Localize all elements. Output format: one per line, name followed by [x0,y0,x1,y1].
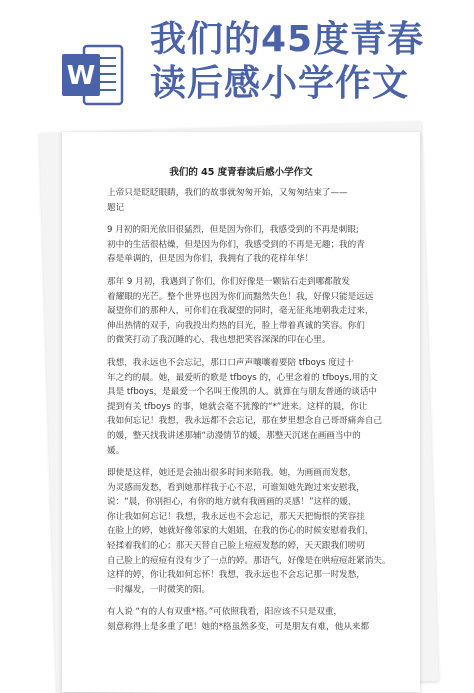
word-icon [62,44,124,106]
paragraph-gap [107,267,399,275]
body-line: 着耀眼的光芒。整个世界也因为你们而黯然失色！我，好像只能是远远 [107,291,374,302]
banner [0,0,474,130]
body-line: 说：“晨，你别担心，有你的地方就有我画画的灵感！”这样的媛， [107,497,357,508]
body-line: 初中的生活很枯燥，但是因为你们，我感受到的不再是无趣；我的青 [107,239,365,250]
document-body [107,186,399,635]
body-line: 一时爆发，一时微笑的阳。 [107,584,211,595]
body-line: 我如何忘记！我想，我永远都不会忘记，那在梦里想念自己哥哥痛奔自己 [107,416,383,427]
body-line: 凝望你们的那种人，可你们在我凝望的同时，毫无征兆地朝我走过来， [107,306,374,317]
banner-title-line-2: 读后感小学作文 [150,63,410,104]
body-line: 为灵感而发愁，看到她那样我于心不忍，可谁知她先跑过来安慰我， [107,482,365,493]
document-title: 我们的 45 度青春读后感小学作文 [169,167,313,178]
word-icon-letter: W [66,61,96,91]
paragraph-gap [107,458,399,466]
body-line: 你让我如何忘记！我想，我永远也不会忘记，那天天把悔恨的笑容挂 [107,511,365,522]
body-line: 题记 [107,202,125,213]
banner-title-line-1: 我们的45度青春 [150,19,425,60]
paragraph-gap [107,215,399,223]
body-line: 9 月初的阳光依旧很猛烈，但是因为你们，我感受到的不再是刺眼; [107,225,359,236]
document-page [62,132,420,692]
paragraph-gap [107,597,399,605]
body-line: 在脸上的婷，她就好像邻家的大姐姐，在我的伤心的时候安慰着我们， [107,526,374,537]
body-line: 上帝只是眨眨眼睛，我们的故事就匆匆开始，又匆匆结束了—— [107,188,348,198]
body-line: 轻揉着我们的心；那天天替自己脸上痘痘发愁的婷，天天跟我们唠叨 [107,541,365,552]
body-line: 我想，我永远也不会忘记，那口口声声嚷嚷着要陪 tfboys 度过十 [107,357,354,368]
body-line: 即使是这样，她还是会抽出很多时间来陪我。她，为画画而发愁， [107,468,357,479]
body-line: 具是 tfboys，是最爱一个名叫王俊凯的人。就算在与朋友普通的谈话中 [107,387,378,398]
body-line: 这样的婷，你让我如何忘怀！我想，我永远也不会忘记那一时发愁， [107,570,365,581]
body-line: 有人说 “有的人有双重*格。”可依照我看，阳应该不只是双重， [107,607,343,618]
body-line: 的微笑打动了我沉睡的心，我也想把笑容深深的印在心里。 [107,335,331,346]
body-line: 提到有关 tfboys 的事，她就会毫不犹豫的“*”进来。这样的晨，你让 [107,401,368,412]
banner-title [150,18,470,106]
body-line: 伸出热情的双手，向我投出灼热的目光，脸上带着真诚的笑容。你们 [107,320,365,331]
body-line: 的媛，整天找我讲述那辅“动漫情节的媛，那整天沉迷在画画当中的 [107,430,361,441]
body-line: 年之约的晨。她，最爱听的歌是 tfboys 的，心里念着的 tfboys,用的文 [107,372,378,383]
body-line: 自己脸上的痘痘有没有少了一点的婷。那语气，好像是在哄痘痘赶紧消失。 [107,555,391,566]
paragraph-gap [107,348,399,356]
body-line: 春是单调的，但是因为你们，我拥有了我的花样年华！ [107,254,314,265]
body-line: 媛。 [107,445,125,456]
body-line: 刻意称得上是多重了吧！她的*格虽然多变，可是朋友有难，他从来都 [107,622,370,633]
body-line: 那年 9 月初，我遇到了你们，你们好像是一颗钻石走到哪都散发 [107,276,350,287]
